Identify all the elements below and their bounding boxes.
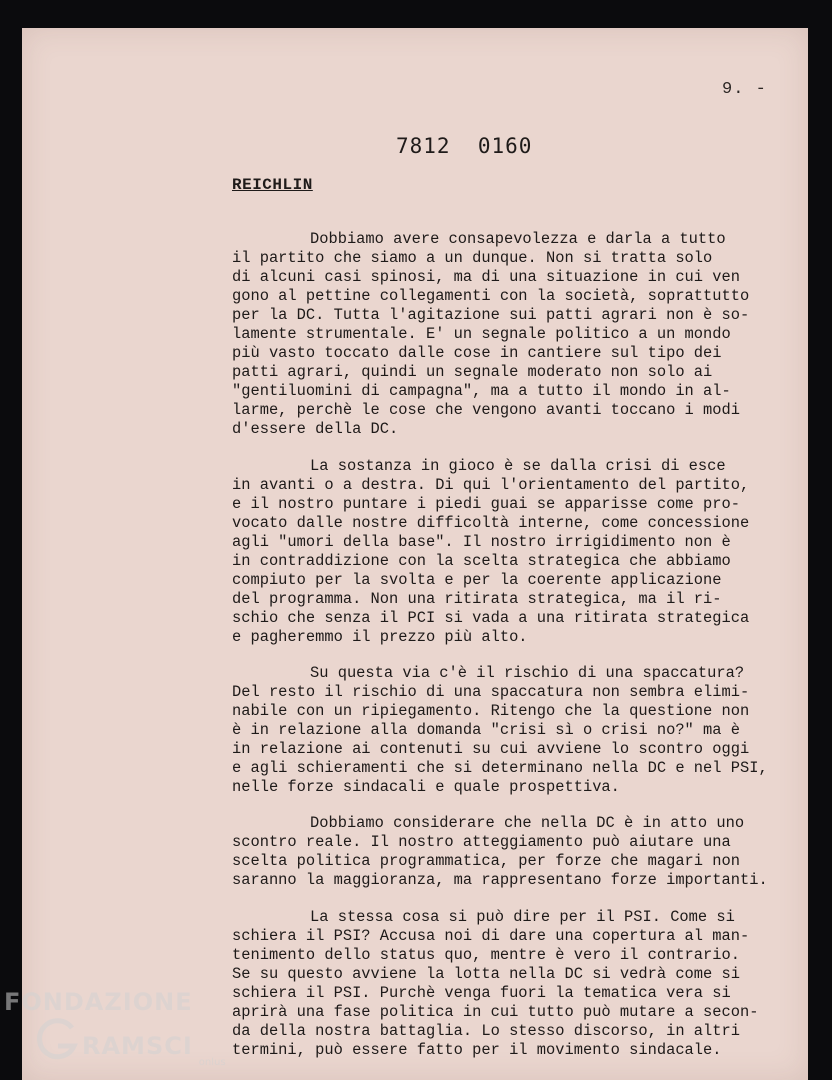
text-line: in avanti o a destra. Di qui l'orientamento del partito, (232, 475, 750, 494)
text-line: d'essere della DC. (232, 420, 399, 439)
document-code: 7812 0160 (396, 134, 533, 158)
text-line: di alcuni casi spinosi, ma di una situazione in cui ven (232, 268, 740, 287)
text-line: agli "umori della base". Il nostro irrigidimento non è (232, 532, 731, 551)
watermark-sub: onlus (198, 1057, 226, 1068)
text-line: del programma. Non una ritirata strategica, ma il ri- (232, 589, 722, 608)
text-line: nabile con un ripiegamento. Ritengo che la questione non (232, 702, 750, 721)
body-text (232, 230, 792, 1077)
text-line: larme, perchè le cose che vengono avanti toccano i modi (232, 401, 740, 420)
text-line: è in relazione alla domanda "crisi sì o crisi no?" ma è (232, 721, 740, 740)
text-line: Dobbiamo avere consapevolezza e darla a tutto (310, 230, 726, 248)
text-line: e il nostro puntare i piedi guai se apparisse come pro- (232, 494, 740, 513)
text-line: Se su questo avviene la lotta nella DC si vedrà come si (232, 964, 740, 983)
page-number: 9. - (722, 80, 767, 99)
text-line: gono al pettine collegamenti con la società, soprattutto (232, 287, 750, 306)
text-line: scontro reale. Il nostro atteggiamento può aiutare una (232, 833, 731, 852)
text-line: Su questa via c'è il rischio di una spaccatura? (310, 663, 745, 682)
text-line: "gentiluomini di campagna", ma a tutto il mondo in al- (232, 382, 731, 401)
text-line: in contraddizione con la scelta strategica che abbiamo (232, 551, 731, 570)
text-line: lamente strumentale. E' un segnale politico a un mondo (232, 325, 731, 344)
text-line: Dobbiamo considerare che nella DC è in atto uno (310, 814, 745, 833)
text-line: più vasto toccato dalle cose in cantiere sul tipo dei (232, 344, 722, 363)
speaker-name: REICHLIN (232, 176, 313, 194)
text-line: vocato dalle nostre difficoltà interne, come concessione (232, 513, 750, 532)
text-line: da della nostra battaglia. Lo stesso discorso, in altri (232, 1021, 740, 1040)
text-line: scelta politica programmatica, per forze che magari non (232, 852, 740, 871)
paragraph (232, 908, 792, 1060)
text-line: tenimento dello status quo, mentre è vero il contrario. (232, 945, 740, 964)
text-line: schiera il PSI? Accusa noi di dare una copertura al man- (232, 926, 750, 945)
text-line: nelle forze sindacali e quale prospettiva. (232, 778, 620, 797)
watermark-line2: RAMSCI (82, 1032, 193, 1060)
text-line: termini, può essere fatto per il movimento sindacale. (232, 1040, 722, 1059)
text-line: schio che senza il PCI si vada a una ritirata strategica (232, 608, 750, 627)
text-line: per la DC. Tutta l'agitazione sui patti agrari non è so- (232, 306, 750, 325)
text-line: il partito che siamo a un dunque. Non si tratta solo (232, 249, 713, 268)
text-line: in relazione ai contenuti su cui avviene lo scontro oggi (232, 740, 750, 759)
text-line: e pagheremmo il prezzo più alto. (232, 627, 528, 646)
text-line: La sostanza in gioco è se dalla crisi di esce (310, 456, 726, 475)
paragraph (232, 814, 792, 890)
text-line: saranno la maggioranza, ma rappresentano forze importanti. (232, 871, 768, 890)
text-line: Del resto il rischio di una spaccatura non sembra elimi- (232, 683, 750, 702)
paragraph (232, 457, 792, 647)
text-line: schiera il PSI. Purchè venga fuori la tematica vera si (232, 983, 731, 1002)
fondazione-gramsci-watermark (4, 988, 226, 1068)
paragraph (232, 230, 792, 440)
watermark-line1: FONDAZIONE (4, 988, 193, 1016)
text-line: e agli schieramenti che si determinano nella DC e nel PSI, (232, 759, 768, 778)
text-line: compiuto per la svolta e per la coerente applicazione (232, 570, 722, 589)
text-line: aprirà una fase politica in cui tutto può mutare a secon- (232, 1002, 759, 1021)
paragraph (232, 664, 792, 797)
gramsci-logo-icon (32, 1016, 80, 1060)
text-line: patti agrari, quindi un segnale moderato non solo ai (232, 363, 713, 382)
text-line: La stessa cosa si può dire per il PSI. Come si (310, 907, 735, 926)
